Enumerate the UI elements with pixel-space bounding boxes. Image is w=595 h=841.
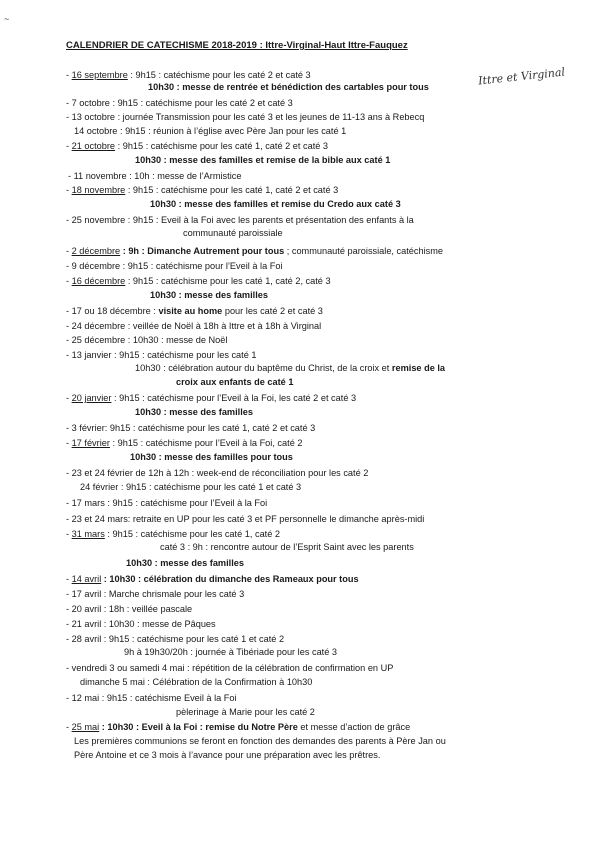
line-text: - 9 décembre : 9h15 : catéchisme pour l’Eveil à la Foi [66, 261, 283, 271]
line-text: 10h30 : célébration autour du baptême du Christ, de la croix et [135, 363, 392, 373]
calendar-line [150, 199, 401, 210]
calendar-line [66, 98, 293, 109]
line-text: - 23 et 24 mars: retraite en UP pour les caté 3 et PF personnelle le dimanche après-midi [66, 514, 425, 524]
calendar-line [66, 589, 244, 600]
event-highlight: croix aux enfants de caté 1 [176, 377, 294, 387]
date-label: 14 avril [71, 574, 102, 584]
event-highlight: : 10h30 : Eveil à la Foi : remise du Notre Père [99, 722, 298, 732]
line-text: - 17 mars : 9h15 : catéchisme pour l’Eveil à la Foi [66, 498, 268, 508]
handwritten-note: Ittre et Virginal [477, 65, 566, 88]
calendar-line [66, 112, 424, 123]
calendar-line [124, 647, 337, 658]
calendar-line [135, 155, 390, 166]
event-highlight: 10h30 : messe des familles et remise de la bible aux caté 1 [135, 155, 391, 165]
calendar-line [126, 558, 244, 569]
calendar-line [74, 736, 446, 747]
calendar-line [66, 70, 311, 81]
line-text: - 20 avril : 18h : veillée pascale [66, 604, 193, 614]
date-label: 16 décembre [71, 276, 126, 286]
line-text: - 13 octobre : journée Transmission pour les caté 3 et les jeunes de 11-13 ans à Rebecq [66, 112, 425, 122]
line-text: Père Antoine et ce 3 mois à l’avance pour une préparation avec les prêtres. [74, 750, 381, 760]
line-text: et messe d’action de grâce [297, 722, 411, 732]
event-highlight: 10h30 : messe des familles [150, 290, 268, 300]
corner-mark: ~ [4, 14, 10, 24]
calendar-line [66, 276, 331, 287]
calendar-line [148, 82, 429, 93]
calendar-line [66, 141, 328, 152]
line-text: - 25 décembre : 10h30 : messe de Noël [66, 335, 228, 345]
line-text: - 17 avril : Marche chrismale pour les caté 3 [66, 589, 245, 599]
calendar-line [66, 693, 237, 704]
event-highlight: 10h30 : messe des familles pour tous [130, 452, 293, 462]
line-text: : 9h15 : catéchisme pour les caté 1, caté 2, caté 3 [125, 276, 331, 286]
calendar-line [66, 306, 323, 317]
line-text: - [66, 246, 72, 256]
line-text: - [66, 70, 72, 80]
calendar-line [66, 634, 284, 645]
event-highlight: remise de la [391, 363, 446, 373]
calendar-line [66, 529, 280, 540]
calendar-line [66, 335, 227, 346]
line-text: - [66, 438, 72, 448]
calendar-line [68, 171, 241, 182]
line-text: - [66, 185, 72, 195]
calendar-line [66, 321, 321, 332]
line-text: Les premières communions se feront en fonction des demandes des parents à Père Jan ou [74, 736, 446, 746]
line-text: caté 3 : 9h : rencontre autour de l’Esprit Saint avec les parents [160, 542, 414, 552]
line-text: : 9h15 : catéchisme pour les caté 2 et caté 3 [127, 70, 311, 80]
line-text: 9h à 19h30/20h : journée à Tibériade pour les caté 3 [124, 647, 337, 657]
line-text: : 9h15 : catéchisme pour l’Eveil à la Foi, caté 2 [109, 438, 303, 448]
line-text: - 28 avril : 9h15 : catéchisme pour les caté 1 et caté 2 [66, 634, 285, 644]
calendar-line [66, 468, 368, 479]
calendar-line [66, 722, 410, 733]
line-text: - [66, 276, 72, 286]
page-title: CALENDRIER DE CATECHISME 2018-2019 : Ittre-Virginal-Haut Ittre-Fauquez [66, 40, 408, 51]
calendar-line [130, 452, 293, 463]
event-highlight: : 9h : Dimanche Autrement pour tous [120, 246, 285, 256]
line-text: 24 février : 9h15 : catéchisme pour les caté 1 et caté 3 [80, 482, 302, 492]
line-text: - 11 novembre : 10h : messe de l’Armistice [68, 171, 242, 181]
calendar-line [74, 750, 380, 761]
line-text: - vendredi 3 ou samedi 4 mai : répétition de la célébration de confirmation en UP [66, 663, 394, 673]
line-text: - 21 avril : 10h30 : messe de Pâques [66, 619, 216, 629]
line-text: dimanche 5 mai : Célébration de la Confirmation à 10h30 [80, 677, 313, 687]
calendar-line [176, 377, 293, 388]
calendar-line [160, 542, 414, 553]
date-label: 17 février [71, 438, 110, 448]
date-label: 20 janvier [71, 393, 112, 403]
line-text: - 13 janvier : 9h15 : catéchisme pour les caté 1 [66, 350, 257, 360]
date-label: 21 octobre [71, 141, 116, 151]
line-text: - 7 octobre : 9h15 : catéchisme pour les caté 2 et caté 3 [66, 98, 293, 108]
calendar-line [66, 514, 424, 525]
calendar-line [135, 407, 253, 418]
date-label: 31 mars [71, 529, 105, 539]
event-highlight: 10h30 : messe des familles [126, 558, 244, 568]
calendar-line [66, 438, 302, 449]
line-text: - [66, 529, 72, 539]
line-text: - [66, 393, 72, 403]
line-text: - [66, 722, 72, 732]
line-text: - 3 février: 9h15 : catéchisme pour les caté 1, caté 2 et caté 3 [66, 423, 316, 433]
line-text: pour les caté 2 et caté 3 [222, 306, 323, 316]
date-label: 25 mai [71, 722, 100, 732]
calendar-line [66, 246, 443, 257]
line-text: : 9h15 : catéchisme pour les caté 1, caté 2 [104, 529, 281, 539]
date-label: 2 décembre [71, 246, 121, 256]
line-text: - 17 ou 18 décembre : [66, 306, 159, 316]
line-text: communauté paroissiale [183, 228, 283, 238]
calendar-line [74, 126, 346, 137]
calendar-line [66, 215, 414, 226]
line-text: - 25 novembre : 9h15 : Eveil à la Foi avec les parents et présentation des enfants à la [66, 215, 414, 225]
calendar-line [183, 228, 283, 239]
calendar-line [66, 498, 267, 509]
event-highlight: 10h30 : messe des familles [135, 407, 253, 417]
calendar-line [66, 619, 216, 630]
calendar-line [80, 677, 312, 688]
calendar-line [66, 663, 393, 674]
calendar-line [176, 707, 315, 718]
event-highlight: visite au home [158, 306, 223, 316]
calendar-line [80, 482, 301, 493]
line-text: ; communauté paroissiale, catéchisme [284, 246, 443, 256]
line-text: : 9h15 : catéchisme pour les caté 1, caté 2 et caté 3 [115, 141, 329, 151]
calendar-line [150, 290, 268, 301]
event-highlight: 10h30 : messe de rentrée et bénédiction des cartables pour tous [148, 82, 429, 92]
calendar-line [66, 261, 283, 272]
line-text: pèlerinage à Marie pour les caté 2 [176, 707, 315, 717]
calendar-line [66, 350, 257, 361]
line-text: : 9h15 : catéchisme pour l’Eveil à la Foi, les caté 2 et caté 3 [111, 393, 357, 403]
date-label: 18 novembre [71, 185, 126, 195]
calendar-line [66, 574, 359, 585]
line-text: 14 octobre : 9h15 : réunion à l’église avec Père Jan pour les caté 1 [74, 126, 347, 136]
calendar-line [66, 423, 315, 434]
calendar-line [66, 393, 356, 404]
line-text: - 12 mai : 9h15 : catéchisme Eveil à la Foi [66, 693, 237, 703]
calendar-line [135, 363, 445, 374]
event-highlight: 10h30 : messe des familles et remise du Credo aux caté 3 [150, 199, 401, 209]
calendar-line [66, 604, 192, 615]
line-text: - 24 décembre : veillée de Noël à 18h à Ittre et à 18h à Virginal [66, 321, 322, 331]
event-highlight: : 10h30 : célébration du dimanche des Rameaux pour tous [101, 574, 359, 584]
date-label: 16 septembre [71, 70, 128, 80]
line-text: - [66, 574, 72, 584]
line-text: - [66, 141, 72, 151]
calendar-line [66, 185, 338, 196]
line-text: : 9h15 : catéchisme pour les caté 1, caté 2 et caté 3 [125, 185, 339, 195]
line-text: - 23 et 24 février de 12h à 12h : week-end de réconciliation pour les caté 2 [66, 468, 369, 478]
